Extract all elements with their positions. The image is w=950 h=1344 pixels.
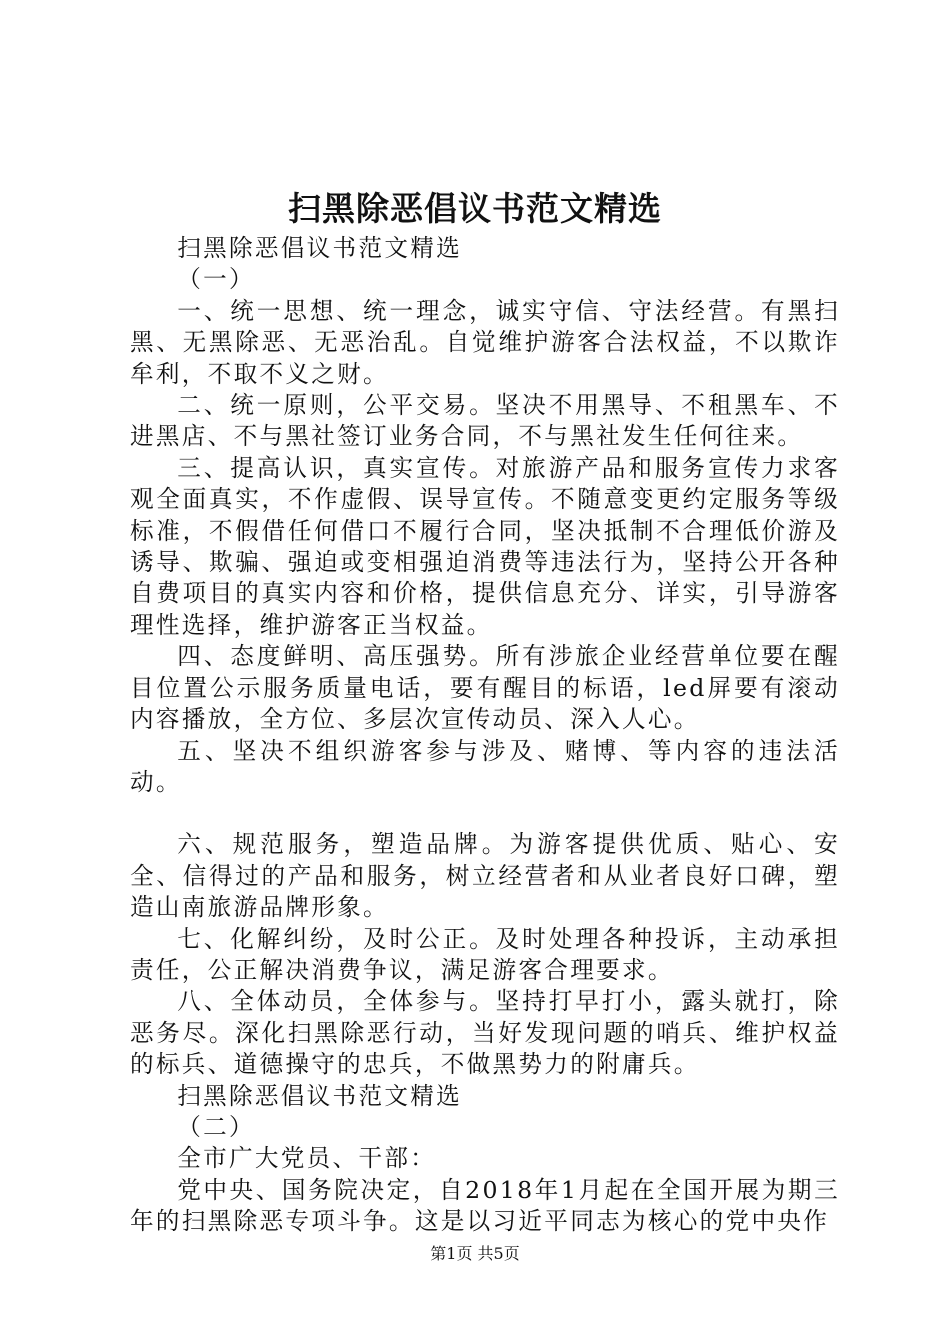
page-number: 第1页 共5页	[430, 1244, 520, 1263]
paragraph-section-marker: （一）	[177, 265, 255, 294]
paragraph-item-4: 四、态度鲜明、高压强势。所有涉旅企业经营单位要在醒目位置公示服务质量电话，要有醒目的标语，led屏要有滚动内容播放，全方位、多层次宣传动员、深入人心。	[130, 642, 840, 734]
paragraph-item-8: 八、全体动员，全体参与。坚持打早打小，露头就打，除恶务尽。深化扫黑除恶行动，当好发现问题的哨兵、维护权益的标兵、道德操守的忠兵，不做黑势力的附庸兵。	[130, 987, 840, 1079]
paragraph-item-6: 六、规范服务，塑造品牌。为游客提供优质、贴心、安全、信得过的产品和服务，树立经营者和从业者良好口碑，塑造山南旅游品牌形象。	[130, 830, 840, 922]
paragraph-item-3: 三、提高认识，真实宣传。对旅游产品和服务宣传力求客观全面真实，不作虚假、误导宣传。不随意变更约定服务等级标准，不假借任何借口不履行合同，坚决抵制不合理低价游及诱导、欺骗、强迫或变相强迫消费等违法行为，坚持公开各种自费项目的真实内容和价格，提供信息充分、详实，引导游客理性选择，维护游客正当权益。	[130, 453, 840, 639]
paragraph-salutation: 全市广大党员、干部：	[177, 1144, 437, 1173]
paragraph-subtitle: 扫黑除恶倡议书范文精选	[177, 234, 463, 262]
paragraph-item-7: 七、化解纠纷，及时公正。及时处理各种投诉，主动承担责任，公正解决消费争议，满足游客合理要求。	[130, 924, 840, 984]
paragraph-body-1: 党中央、国务院决定，自2018年1月起在全国开展为期三年的扫黑除恶专项斗争。这是以习近平同志为核心的党中央作	[130, 1175, 840, 1236]
document-body	[130, 233, 840, 1238]
paragraph-item-2: 二、统一原则，公平交易。坚决不用黑导、不租黑车、不进黑店、不与黑社签订业务合同，不与黑社发生任何往来。	[130, 391, 840, 451]
paragraph-item-5: 五、坚决不组织游客参与涉及、赌博、等内容的违法活动。	[130, 736, 840, 796]
paragraph-section-marker-2: （二）	[177, 1112, 255, 1141]
paragraph-item-1: 一、统一思想、统一理念，诚实守信、守法经营。有黑扫黑、无黑除恶、无恶治乱。自觉维护游客合法权益，不以欺诈牟利，不取不义之财。	[130, 296, 840, 388]
paragraph-subtitle-2: 扫黑除恶倡议书范文精选	[177, 1081, 463, 1110]
document-title: 扫黑除恶倡议书范文精选	[288, 189, 662, 228]
